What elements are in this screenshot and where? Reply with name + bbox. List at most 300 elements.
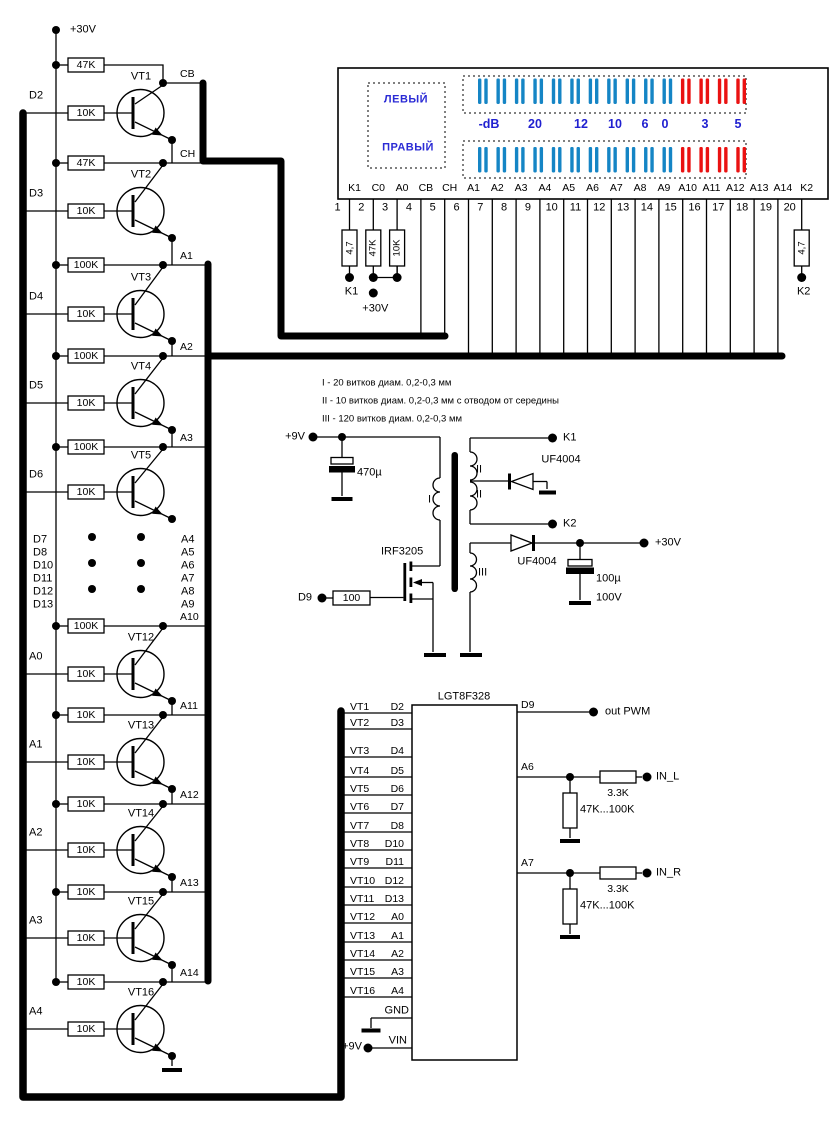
transistor-base-bar [132, 195, 135, 227]
connector-pin-label: A13 [749, 181, 769, 194]
terminal-dot-input [643, 869, 652, 878]
db-scale-label: 6 [641, 116, 649, 131]
transistor-base-bar [132, 922, 135, 954]
led-bar [558, 79, 561, 105]
mcu-pin-vt-label: VT3 [350, 744, 370, 757]
transistor-designator: VT2 [130, 168, 152, 181]
wire [135, 323, 172, 341]
connector-pin-label: A1 [467, 181, 480, 194]
resistor-base-value: 10K [76, 843, 96, 856]
terminal-dot-9v [309, 433, 318, 442]
led-bar [681, 79, 684, 105]
wire [135, 122, 172, 140]
channel-left-label: ЛЕВЫЙ [383, 93, 429, 106]
led-bar [577, 79, 580, 105]
resistor-pullup-value: 10K [76, 708, 96, 721]
net-label-output: A12 [180, 788, 199, 801]
power-k2-label: K2 [563, 517, 577, 530]
terminal-dot-30v-in [369, 289, 378, 298]
resistor-pullup [68, 156, 104, 170]
mcu-pin-vt-label: VT6 [350, 800, 370, 813]
transistor-designator: VT12 [127, 631, 155, 644]
connector-pin-number: 7 [477, 201, 484, 213]
led-bar [626, 147, 629, 173]
resistor-pullup-value: 100K [73, 440, 99, 453]
connector-pin-number: 20 [783, 201, 796, 213]
winding-note: I - 20 витков диам. 0,2-0,3 мм [322, 377, 452, 389]
terminal-dot [797, 273, 806, 282]
connector-pin-label: A5 [562, 181, 576, 194]
omitted-stages-dots [88, 533, 145, 593]
net-label-output: A1 [180, 249, 193, 262]
resistor-vertical-value: 4,7 [343, 241, 355, 255]
shunt-resistor-value: 47K...100K [580, 899, 635, 912]
resistor-shunt [563, 889, 577, 924]
ground-symbol [539, 491, 556, 495]
resistor-pullup-value: 47K [76, 156, 96, 169]
db-scale-label: 10 [608, 116, 622, 131]
terminal-dot-input [643, 773, 652, 782]
emitter-node-dot [168, 515, 176, 523]
resistor-series [600, 867, 636, 879]
mcu-analog-pin-label: A6 [521, 760, 534, 773]
net-label-input: A1 [29, 738, 43, 751]
resistor-vertical-value: 10K [391, 239, 403, 257]
net-label-k2: K2 [796, 285, 811, 298]
led-bar [687, 147, 690, 173]
resistor-vertical [342, 230, 357, 266]
diode2-cathode-bar [532, 535, 535, 551]
led-bar [669, 147, 672, 173]
led-bar [515, 79, 518, 105]
resistor-base [68, 843, 104, 857]
wire [135, 683, 172, 701]
led-bar [570, 147, 573, 173]
input-net-label: IN_R [656, 866, 682, 879]
mcu-pin-vt-label: VT10 [350, 874, 376, 887]
resistor-vertical [366, 230, 381, 266]
led-bar [533, 79, 536, 105]
wire [135, 771, 172, 789]
terminal-dot-vin [364, 1044, 373, 1053]
mcu-pin-name: D2 [390, 700, 404, 713]
mcu-pin-vt-label: VT13 [350, 929, 376, 942]
led-bar [589, 147, 592, 173]
led-bar [496, 79, 499, 105]
led-bar [743, 79, 746, 105]
mcu-pin-name: D10 [384, 837, 404, 850]
led-bar [570, 79, 573, 105]
led-bar [533, 147, 536, 173]
rail-30v-label: +30V [70, 23, 96, 36]
mcu-pin-vt-label: VT4 [350, 764, 370, 777]
led-bar [736, 147, 739, 173]
connector-pin-label: K2 [800, 181, 814, 194]
coil-secondary3-label: III [478, 566, 488, 578]
transistor-base-bar [132, 1013, 135, 1045]
mcu-pin-name: A3 [391, 965, 404, 978]
led-bar [484, 147, 487, 173]
cap-470-plate-neg [329, 466, 355, 473]
led-bar [607, 79, 610, 105]
led-bar [595, 79, 598, 105]
ground-symbol [332, 497, 353, 501]
connector-pin-number: 15 [664, 201, 677, 213]
ground-symbol [569, 601, 591, 605]
cap-470-plate-pos [331, 458, 353, 465]
connector-pin-number: 16 [688, 201, 701, 213]
led-bar [540, 79, 543, 105]
mcu-pin-name: D7 [390, 800, 404, 813]
wire [135, 1038, 172, 1056]
transistor-designator: VT1 [130, 70, 152, 83]
led-bar [478, 79, 481, 105]
cap-100-value-label: 100µ [596, 572, 621, 585]
winding-note: III - 120 витков диам. 0,2-0,3 мм [322, 413, 463, 425]
connector-pin-label: A2 [490, 181, 504, 194]
connector-pin-number: 5 [429, 201, 436, 213]
mcu-pin-vt-label: VT2 [350, 716, 370, 729]
resistor-gate [333, 591, 370, 605]
terminal-dot-k2 [548, 520, 557, 529]
resistor-pullup [68, 619, 104, 633]
transistor-designator: VT16 [127, 986, 155, 999]
transistor-base-bar [132, 97, 135, 129]
resistor-pullup [68, 258, 104, 272]
terminal-dot-k1 [548, 434, 557, 443]
connector-pin-number: 17 [712, 201, 725, 213]
terminal-dot-d9 [318, 594, 327, 603]
led-bar [558, 147, 561, 173]
led-bar [718, 79, 721, 105]
connector-pin-number: 12 [593, 201, 606, 213]
resistor-vertical [390, 230, 405, 266]
transistor-base-bar [132, 834, 135, 866]
cap-100-voltage-label: 100V [596, 591, 622, 603]
mcu-pin-name: D6 [390, 782, 404, 795]
terminal-dot [345, 273, 354, 282]
connector-pin-number: 11 [569, 201, 582, 213]
connector-pin-number: 2 [358, 201, 365, 213]
led-bar [613, 79, 616, 105]
connector-pin-label: A3 [514, 181, 528, 194]
net-label-input: A2 [29, 826, 43, 839]
led-bar [496, 147, 499, 173]
diode2-label: UF4004 [517, 555, 557, 568]
gate-net-label: D9 [297, 591, 312, 604]
power-k1-label: K1 [563, 431, 577, 444]
connector-pin-label: A0 [395, 181, 409, 194]
led-bar [724, 147, 727, 173]
shunt-resistor-value: 47K...100K [580, 803, 635, 816]
omitted-output-label: A8 [181, 585, 195, 598]
omitted-output-label: A6 [181, 559, 195, 572]
resistor-base-value: 10K [76, 204, 96, 217]
led-bar [743, 147, 746, 173]
diode2-triangle [511, 535, 532, 551]
mosfet-body-arrow [413, 579, 422, 586]
mcu-pin-vt-label: VT14 [350, 947, 376, 960]
resistor-base [68, 307, 104, 321]
mcu-pin-name: D12 [384, 874, 404, 887]
cap-100-plate-neg [566, 568, 594, 575]
resistor-base-value: 10K [76, 931, 96, 944]
resistor-base-value: 10K [76, 307, 96, 320]
power-30v-label: +30V [655, 536, 681, 549]
omitted-input-label: D12 [33, 585, 54, 598]
net-label-input: D5 [29, 379, 44, 392]
resistor-pullup [68, 975, 104, 989]
diode1-triangle [512, 474, 534, 490]
ground-symbol [560, 839, 580, 843]
mcu-pin-name: D4 [390, 744, 404, 757]
mcu-analog-pin-label: A7 [521, 856, 534, 869]
mcu-pin-vt-label: VT16 [350, 984, 376, 997]
gate-resistor-value: 100 [342, 591, 361, 604]
connector-pin-number: 18 [735, 201, 749, 213]
series-resistor-value: 3.3K [607, 882, 629, 895]
diode1-label: UF4004 [541, 453, 581, 465]
wire [135, 412, 172, 430]
net-label-output: A3 [180, 431, 193, 444]
mcu-pin-vt-label: VT11 [350, 892, 375, 905]
mcu-pin-name: D13 [384, 892, 404, 905]
omitted-input-label: D10 [33, 559, 54, 572]
connector-pin-label: A7 [609, 181, 623, 194]
resistor-pullup-value: 10K [76, 797, 96, 810]
omitted-input-label: D11 [33, 572, 53, 585]
connector-pin-number: 1 [334, 201, 341, 213]
mosfet-label: IRF3205 [381, 545, 424, 558]
transistor-base-bar [132, 387, 135, 419]
resistor-base-value: 10K [76, 1022, 96, 1035]
ground-symbol [162, 1068, 182, 1072]
resistor-base [68, 931, 104, 945]
net-label-output: A2 [180, 340, 193, 353]
connector-pin-number: 13 [616, 201, 630, 213]
connector-pin-number: 9 [524, 201, 531, 213]
connector-pin-label: A8 [633, 181, 647, 194]
transistor-base-bar [132, 298, 135, 330]
omitted-input-label: D7 [33, 533, 48, 546]
led-bar [699, 147, 702, 173]
transistor-base-bar [132, 658, 135, 690]
ground-symbol [460, 653, 482, 657]
connector-pin-label: A10 [678, 181, 698, 194]
ground-symbol [560, 935, 580, 939]
db-scale-label: 0 [661, 116, 669, 131]
net-label-output: A10 [180, 610, 199, 623]
led-bar [577, 147, 580, 173]
connector-pin-label: A9 [657, 181, 671, 194]
mcu-pin-vt-label: VT7 [350, 819, 370, 832]
led-bar [663, 147, 666, 173]
coil-secondary2-label: II [476, 463, 483, 476]
terminal-dot-30v [52, 26, 60, 34]
led-bar [613, 147, 616, 173]
led-bar [521, 79, 524, 105]
net-label-input: D2 [29, 89, 44, 102]
bus-cb-ch [203, 83, 445, 336]
led-bar [503, 147, 506, 173]
series-resistor-value: 3.3K [607, 786, 629, 799]
connector-pin-label: CH [442, 181, 458, 194]
mcu-vin-net-label: +9V [342, 1040, 362, 1053]
ground-symbol [362, 1029, 381, 1033]
ground-symbol [424, 653, 446, 657]
terminal-dot-30v-out [640, 539, 649, 548]
omitted-input-label: D13 [33, 598, 54, 611]
connector-pin-label: A11 [702, 181, 721, 194]
net-label-input: D6 [29, 468, 44, 481]
resistor-series [600, 771, 636, 783]
static-wiring [23, 23, 828, 1097]
led-bar [632, 79, 635, 105]
coil-primary [433, 478, 440, 520]
net-label-input: A3 [29, 914, 43, 927]
mcu-pin-vt-label: VT9 [350, 855, 370, 868]
connector-pin-number: 19 [759, 201, 773, 213]
wire [135, 501, 172, 519]
net-label-input: D4 [29, 290, 44, 303]
net-label-k1: K1 [344, 285, 359, 298]
resistor-pullup [68, 797, 104, 811]
resistor-vertical-value: 4,7 [795, 241, 807, 255]
resistor-pullup-value: 100K [73, 349, 99, 362]
connector-pin-number: 3 [382, 201, 389, 213]
mcu-pin-name: D3 [390, 716, 404, 729]
resistor-base [68, 667, 104, 681]
mcu-pin-name: A4 [391, 984, 404, 997]
db-scale-label: 20 [528, 116, 542, 131]
coil-primary-label: I [427, 493, 431, 506]
led-bar [632, 147, 635, 173]
cap-470-label: 470µ [357, 466, 382, 479]
transistor-designator: VT5 [130, 449, 152, 462]
mcu-pin-vt-label: VT1 [350, 700, 370, 713]
resistor-pullup-value: 100K [73, 258, 99, 271]
connector-pin-number: 4 [405, 201, 412, 213]
resistor-base [68, 755, 104, 769]
led-bar [552, 79, 555, 105]
coil-secondary-3 [470, 553, 477, 592]
led-bar [681, 147, 684, 173]
led-bar [503, 79, 506, 105]
omitted-output-label: A5 [181, 546, 195, 559]
led-bar [521, 147, 524, 173]
net-label-output: CH [180, 147, 196, 160]
mcu-pin-name: A0 [391, 910, 404, 923]
net-label-output: CB [180, 67, 195, 80]
mcu-pin-name: D8 [390, 819, 404, 832]
mcu-vin-label: VIN [388, 1034, 407, 1047]
led-bar [736, 79, 739, 105]
led-bar [484, 79, 487, 105]
led-bar [552, 147, 555, 173]
transistor-designator: VT14 [127, 807, 155, 820]
mcu-d9-label: D9 [521, 698, 535, 711]
transistor-designator: VT4 [130, 360, 152, 373]
led-bar [706, 147, 709, 173]
resistor-base [68, 485, 104, 499]
display-panel-outline [338, 68, 828, 199]
mcu-pin-name: A2 [391, 947, 404, 960]
mcu-pin-name: D11 [385, 855, 404, 868]
resistor-pullup-value: 100K [73, 619, 99, 632]
resistor-base [68, 106, 104, 120]
connector-pin-label: CB [418, 181, 434, 194]
transistor-designator: VT15 [127, 895, 155, 908]
db-scale-label: 5 [734, 116, 742, 131]
mcu-title: LGT8F328 [437, 690, 491, 703]
resistor-base [68, 396, 104, 410]
resistor-pullup [68, 440, 104, 454]
transistor-base-bar [132, 476, 135, 508]
net-label-input: D3 [29, 187, 44, 200]
coil-secondary2-label: II [476, 488, 483, 500]
channel-right-label: ПРАВЫЙ [382, 141, 434, 154]
omitted-input-label: D8 [33, 546, 48, 559]
net-label-30v: +30V [362, 302, 389, 315]
wire [135, 85, 163, 104]
db-scale-label: -dB [478, 116, 500, 131]
resistor-base-value: 10K [76, 106, 96, 119]
mcu-pin-name: A1 [391, 929, 404, 942]
resistor-pullup-value: 10K [76, 975, 96, 988]
resistor-base-value: 10K [76, 755, 96, 768]
transistor-designator: VT13 [127, 719, 155, 732]
coil-secondary-2a [470, 452, 477, 480]
connector-pin-number: 6 [453, 201, 460, 213]
transistor-base-bar [132, 746, 135, 778]
mcu-pin-name: D5 [390, 764, 404, 777]
led-bar [644, 79, 647, 105]
led-bar [589, 79, 592, 105]
resistor-pullup [68, 58, 104, 72]
resistor-base-value: 10K [76, 667, 96, 680]
mcu-box [412, 705, 517, 1060]
mcu-gnd-label: GND [384, 1004, 409, 1017]
connector-pin-label: A12 [725, 181, 745, 194]
input-net-label: IN_L [656, 770, 680, 783]
led-bar [724, 79, 727, 105]
resistor-base [68, 204, 104, 218]
connector-pin-label: A14 [773, 181, 793, 194]
connector-pin-label: A6 [586, 181, 599, 194]
resistor-pullup-value: 10K [76, 885, 96, 898]
resistor-shunt [563, 793, 577, 828]
transistor-designator: VT3 [130, 271, 152, 284]
led-bar [687, 79, 690, 105]
mcu-pin-vt-label: VT8 [350, 837, 370, 850]
wire [135, 947, 172, 965]
resistor-pullup [68, 349, 104, 363]
led-bar [663, 79, 666, 105]
omitted-output-label: A7 [181, 572, 195, 585]
coil-secondary-2b [470, 482, 477, 510]
wire [135, 859, 172, 877]
channel-label-box [368, 83, 445, 168]
connector-pin-number: 10 [545, 201, 558, 213]
terminal-dot-pwm [589, 708, 598, 717]
net-label-output: A13 [180, 876, 199, 889]
led-bar [540, 147, 543, 173]
omitted-output-label: A4 [181, 533, 195, 546]
resistor-base [68, 1022, 104, 1036]
db-scale-label: 12 [574, 116, 588, 131]
mcu-pin-vt-label: VT5 [350, 782, 370, 795]
resistor-base-value: 10K [76, 485, 96, 498]
